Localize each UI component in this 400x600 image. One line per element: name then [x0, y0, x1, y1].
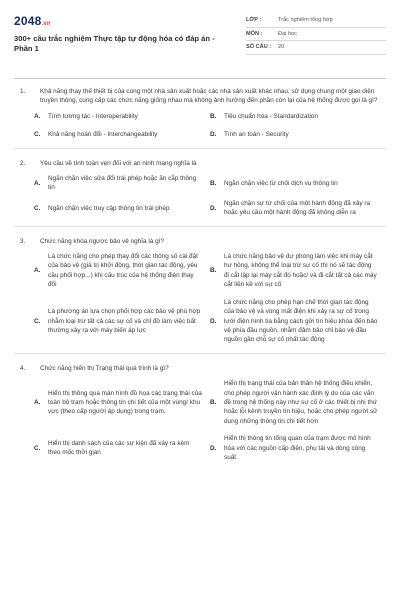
question-2 — [14, 159, 386, 218]
option-letter: A. — [34, 112, 41, 120]
options — [34, 112, 386, 140]
question-text: Yêu cầu về tính toàn vẹn đối với an ninh mạng nghĩa là — [40, 159, 197, 167]
option-letter: C. — [34, 444, 41, 452]
options — [34, 379, 386, 462]
option-text: Là chức năng cho phép hạn chế thời gian tác động của bảo vệ và vùng mất điện khi xảy ra sự cố trong lưới điện hình tia bằng cách gửi tín hiệu khóa đến bảo vệ phía đầu nguồn, nhằm đảm bảo chỉ bảo vệ đầu nguồn gần chỗ sự cố nhất tác động — [224, 298, 378, 344]
question-3 — [14, 237, 386, 345]
meta-value: Trắc nghiệm tổng hợp — [278, 17, 333, 24]
option-letter: D. — [210, 444, 217, 452]
option-a[interactable] — [34, 252, 210, 290]
question-number: 4. — [20, 364, 26, 372]
logo-suffix: .vn — [41, 21, 51, 27]
site-logo[interactable] — [14, 14, 229, 28]
option-b[interactable] — [210, 112, 386, 121]
option-b[interactable] — [210, 252, 386, 290]
option-text: Là chức năng cho phép thay đổi các thông số cài đặt của bảo vệ (giá trị khởi động, thời gian tác động, yêu cầu phối hợp...) khi cấu trúc của hệ thống điện thay đổi — [48, 253, 198, 289]
option-d[interactable] — [210, 298, 386, 345]
option-a[interactable] — [34, 379, 210, 426]
option-letter: C. — [34, 317, 41, 325]
option-a[interactable] — [34, 112, 210, 121]
question-number: 2. — [20, 159, 26, 167]
question-separator — [14, 226, 386, 227]
option-d[interactable] — [210, 434, 386, 462]
options-row — [34, 298, 386, 345]
option-text: Tiêu chuẩn hóa - Standardization — [224, 112, 318, 120]
option-text: Ngăn chặn sự từ chối của một hành động đã xảy ra hoặc yêu cầu một hành động đã không diễn ra — [224, 199, 371, 217]
option-text: Ngăn chặn việc từ chối dịch vụ thông tin — [224, 179, 338, 187]
question-head — [14, 87, 386, 106]
option-a[interactable] — [34, 174, 210, 193]
option-letter: B. — [210, 398, 217, 406]
option-c[interactable] — [34, 434, 210, 462]
header-left — [14, 14, 229, 72]
meta-key: MÔN : — [246, 30, 263, 37]
option-c[interactable] — [34, 199, 210, 218]
meta-row-count — [246, 41, 386, 55]
meta-table — [246, 14, 386, 72]
options — [34, 174, 386, 218]
question-number: 3. — [20, 237, 26, 245]
options-row — [34, 199, 386, 218]
meta-key: SỐ CÂU : — [246, 44, 272, 51]
question-text: Khả năng thay thế thiết bị của cùng một nhà sản xuất hoặc các nhà sản xuất khác nhau, sử dụng chung một giao diện truyền thông, cung cấp các chức năng giống nhau mà không ảnh hưởng đến phần còn lại của hệ thống được gọi là gì? — [40, 88, 378, 105]
option-letter: D. — [210, 131, 217, 139]
option-c[interactable] — [34, 298, 210, 345]
option-text: Tính tương tác - Interoperability — [48, 112, 138, 120]
question-1 — [14, 87, 386, 140]
option-letter: C. — [34, 131, 41, 139]
option-letter: A. — [34, 267, 41, 275]
option-b[interactable] — [210, 174, 386, 193]
option-d[interactable] — [210, 130, 386, 139]
meta-value: Đại học — [278, 30, 297, 37]
option-letter: B. — [210, 179, 217, 187]
header-divider — [14, 78, 386, 79]
options — [34, 252, 386, 345]
option-letter: D. — [210, 204, 217, 212]
option-b[interactable] — [210, 379, 386, 426]
question-separator — [14, 148, 386, 149]
option-text: Hiển thị trạng thái của bản thân hệ thống điều khiển, cho phép người vận hành xác định lý do của các vấn đề trong hệ thống này như sự cố ở các thiết bị nhị thứ hoặc lỗi kênh truyền tín hiệu, hoặc cho phép người sử dụng những thông tin chi tiết hơn — [224, 380, 378, 425]
meta-row-class — [246, 14, 386, 28]
options-row — [34, 379, 386, 426]
options-row — [34, 434, 386, 462]
question-head — [14, 237, 386, 246]
option-text: Ngăn chặn việc truy cập thông tin trái phép — [48, 204, 170, 212]
meta-value: 20 — [278, 44, 285, 51]
options-row — [34, 112, 386, 121]
option-text: Là phương án lựa chọn phối hợp các bảo vệ phù hợp nhằm loại trừ tất cả các sự cố và chỉ đồ làm việc bất thường xảy ra với máy biến áp lực — [48, 308, 201, 334]
option-text: Ngăn chặn việc sửa đổi trái phép hoặc ăn cắp thông tin — [48, 175, 197, 192]
option-letter: B. — [210, 267, 217, 275]
options-row — [34, 252, 386, 290]
question-head — [14, 159, 386, 168]
logo-main: 2048 — [14, 14, 42, 28]
options-row — [34, 130, 386, 139]
option-text: Khả năng hoán đổi - Interchangeability — [48, 131, 158, 139]
document-header — [14, 0, 386, 72]
question-text: Chức năng khóa ngược bảo vệ nghĩa là gì? — [40, 237, 164, 245]
question-separator — [14, 353, 386, 354]
question-text: Chức năng hiển thị Trạng thái quá trình là gì? — [40, 364, 169, 372]
document-title: 300+ câu trắc nghiệm Thực tập tự động hóa có đáp án - Phần 1 — [14, 34, 215, 53]
option-letter: B. — [210, 112, 217, 120]
option-letter: C. — [34, 204, 41, 212]
option-letter: A. — [34, 179, 41, 187]
option-text: Hiển thị thông qua màn hình đồ họa các trạng thái của toàn bộ trạm hoặc thông tin chi tiết của một vùng/ khu vực (theo cấp người áp dụng) trong trạm. — [48, 389, 202, 416]
question-4 — [14, 364, 386, 463]
question-number: 1. — [20, 88, 26, 95]
option-c[interactable] — [34, 130, 210, 139]
option-d[interactable] — [210, 199, 386, 218]
option-text: Tính an toàn - Security — [224, 131, 289, 139]
meta-row-subject — [246, 28, 386, 42]
option-letter: D. — [210, 317, 217, 325]
option-text: Là chức năng bảo vệ dự phòng làm việc khi máy cắt hư hỏng, không thể loại trừ sự cố thì nó sẽ tác động đi cắt lập lại máy cắt đó hoặc/ và đi cắt tất cả các máy cắt liền kề với sự cố — [224, 253, 377, 289]
options-row — [34, 174, 386, 193]
option-text: Hiển thị thông tin tổng quan của trạm được mô hình hóa với các nguồn cấp điện, phụ tải và dòng công suất — [224, 435, 371, 461]
meta-key: LỚP : — [246, 17, 262, 24]
option-text: Hiển thị danh sách của các sự kiện đã xảy ra kèm theo mốc thời gian — [48, 439, 190, 457]
option-letter: A. — [34, 398, 41, 406]
question-head — [14, 364, 386, 373]
